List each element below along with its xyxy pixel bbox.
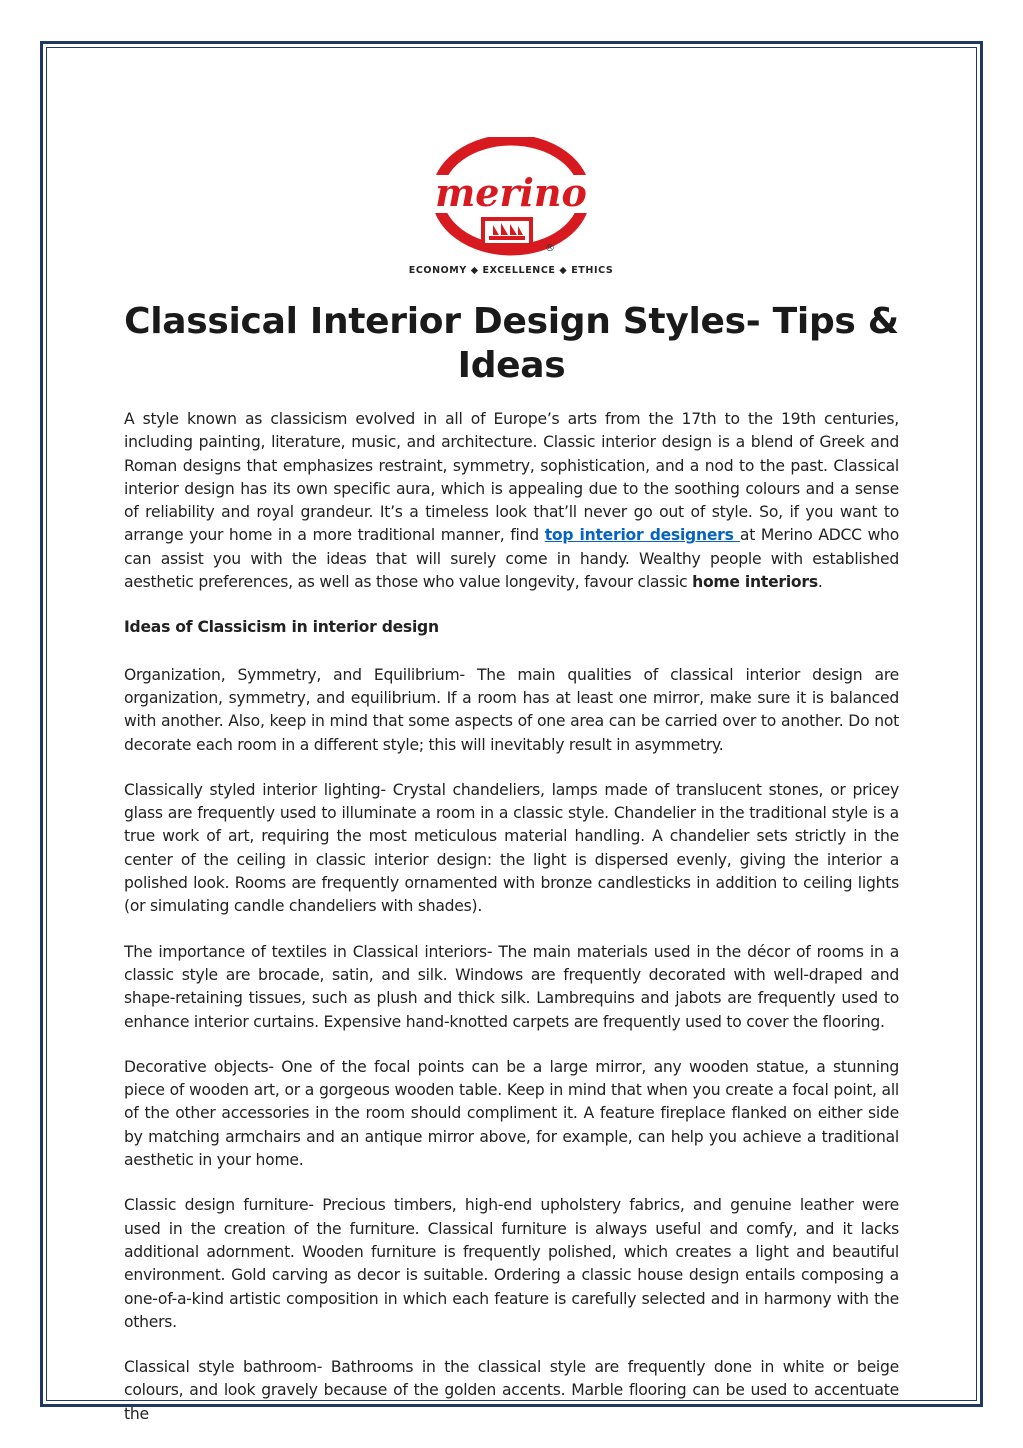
- top-interior-designers-link[interactable]: top interior designers: [544, 526, 740, 545]
- paragraph-bathroom: Classical style bathroom- Bathrooms in the classical style are frequently done in white or beige colours, and look gravely because of the golden accents. Marble flooring can be used to accentuate the: [124, 1358, 899, 1423]
- intro-text: A style known as classicism evolved in all of Europe’s arts from the 17th to the 19th centuries, including painting, literature, music, and architecture. Classic interior design is a blend of Greek and Roman designs that emphasizes restraint, symmetry, sophistication, and a nod to the past. Classical interior design has its own specific aura, which is appealing due to the soothing colours and a sense of reliability and royal grandeur. It’s a timeless look that’ll never go out of style. So, if you want to arrange your home in a more traditional manner, find: [124, 410, 899, 545]
- paragraph-textiles: The importance of textiles in Classical interiors- The main materials used in the décor of rooms in a classic style are brocade, satin, and silk. Windows are frequently decorated with well-draped and shape-retaining tissues, such as plush and thick silk. Lambrequins and jabots are frequently used to enhance interior curtains. Expensive hand-knotted carpets are frequently used to cover the flooring.: [124, 942, 899, 1031]
- registered-mark: ®: [545, 243, 555, 254]
- logo-wordmark: merino: [435, 170, 587, 215]
- paragraph-furniture: Classic design furniture- Precious timbers, high-end upholstery fabrics, and genuine leather were used in the creation of the furniture. Classical furniture is always useful and comfy, and it lacks additional adornment. Wooden furniture is frequently polished, which creates a light and beautiful environment. Gold carving as decor is suitable. Ordering a classic house design entails composing a one-of-a-kind artistic composition in which each feature is carefully selected and in harmony with the others.: [124, 1196, 899, 1331]
- merino-logo: [405, 137, 617, 277]
- page-title: Classical Interior Design Styles- Tips & Ideas: [124, 301, 899, 386]
- document-body: [124, 300, 899, 1448]
- intro-text-continued: at Merino ADCC who can assist you with the ideas that will surely come in handy. Wealthy people with established aesthetic preferences, as well as those who value longevity, favour classic: [124, 526, 900, 592]
- intro-paragraph: [124, 408, 899, 594]
- paragraph-lighting: Classically styled interior lighting- Crystal chandeliers, lamps made of translucent stones, or pricey glass are frequently used to illuminate a room in a classic style. Chandelier in the traditional style is a true work of art, requiring the most meticulous material handling. A chandelier sets strictly in the center of the ceiling in classic interior design: the light is dispersed evenly, giving the interior a polished look. Rooms are frequently ornamented with bronze candlesticks in addition to ceiling lights (or simulating candle chandeliers with shades).: [124, 780, 899, 916]
- section-heading: Ideas of Classicism in interior design: [124, 618, 439, 637]
- intro-end: .: [817, 573, 823, 592]
- paragraph-symmetry: Organization, Symmetry, and Equilibrium- The main qualities of classical interior design are organization, symmetry, and equilibrium. If a room has at least one mirror, make sure it is balanced with another. Also, keep in mind that some aspects of one area can be carried over to another. Do not decorate each room in a different style; this will inevitably result in asymmetry.: [124, 665, 899, 754]
- paragraph-decorative-objects: Decorative objects- One of the focal points can be a large mirror, any wooden statue, a stunning piece of wooden art, or a gorgeous wooden table. Keep in mind that when you create a focal point, all of the other accessories in the room should compliment it. A feature fireplace flanked on either side by matching armchairs and an antique mirror above, for example, can help you achieve a traditional aesthetic in your home.: [124, 1057, 899, 1170]
- logo-tagline: ECONOMY ◆ EXCELLENCE ◆ ETHICS: [408, 265, 614, 276]
- home-interiors-bold: home interiors: [692, 573, 818, 592]
